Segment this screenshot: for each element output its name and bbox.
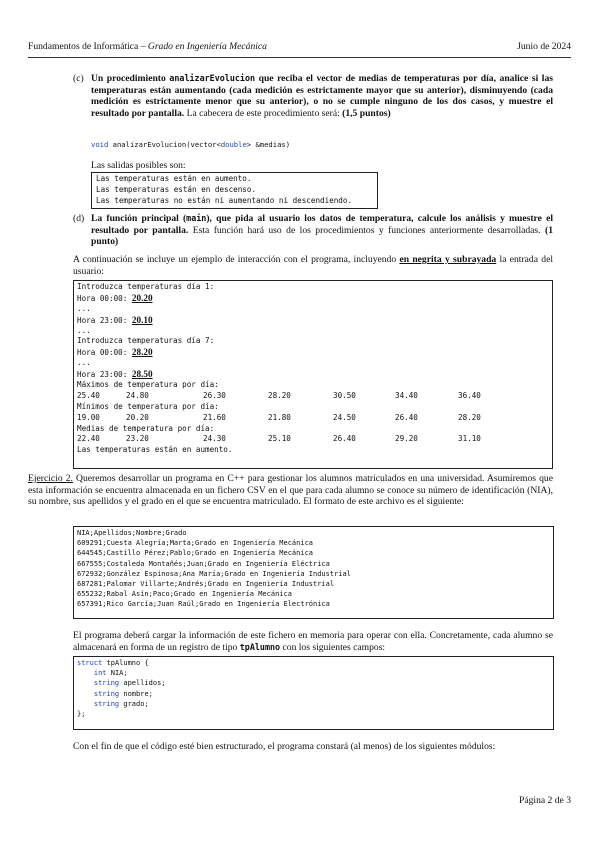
ejercicio-2-label: Ejercicio 2. [28,473,73,484]
csv-line: 687281;Palomar Villarte;Andrés;Grado en Ingeniería Industrial [77,579,335,588]
user-input: 20.20 [131,292,153,303]
max-values-row [77,391,552,402]
avg-value: 29.20 [395,434,418,444]
item-d-text: La función principal (main), que pida al usuario los datos de temperatura, calcule los análisis y muestre el resultado por pantalla. Esta función hará uso de los procedimientos y funciones anteriormente desarrolladas. (1 punto) [91,213,554,248]
console-line: Introduzca temperaturas día 1: [77,282,215,291]
csv-line: NIA;Apellidos;Nombre;Grado [77,529,187,537]
outputs-box [91,172,378,209]
page-header [28,41,571,55]
min-value: 21.60 [203,412,226,422]
procedure-signature: void analizarEvolucion(vector<double> &medias) [91,140,291,149]
csv-line: 609291;Cuesta Alegría;Marta;Grado en Ingeniería Mecánica [77,539,314,548]
console-line: ... [77,325,91,335]
load-paragraph: El programa deberá cargar la información de este fichero en memoria para operar con ella. Concretamente, cada alumno se almacenará en forma de un registro de tipo tpAlumno con los siguientes campos: [73,630,553,653]
item-c-text: Un procedimiento analizarEvolucion que reciba el vector de medias de temperaturas por día, analice si las temperaturas están aumentando (cada medición es estrictamente mayor que su anterior), disminuyendo (cada medición es estrictamente menor que su anterior), o no se cumple ninguno de los dos casos, y muestre el resultado por pantalla. La cabecera de este procedimiento será: (1,5 puntos) [91,73,553,119]
item-c-label: (c) [73,73,84,84]
item-c [73,73,553,135]
avg-value: 22.40 [77,434,100,444]
struct-close: }; [77,709,86,718]
ejercicio-2-text: Ejercicio 2. Queremos desarrollar un programa en C++ para gestionar los alumnos matriculados en una universidad. Asumiremos que esta información se encuentra almacenada en un fichero CSV en el que para cada alumno se conoce su número de identificación (NIA), su nombre, sus apellidos y el grado en el que se encuentra matriculado. El formato de este archivo es el siguiente: [28,473,553,508]
output-line: Las temperaturas no están ni aumentando ni descendiendo. [96,195,353,205]
header-rule [28,57,571,58]
user-input: 28.50 [131,369,153,380]
ejercicio-2 [28,473,553,508]
struct-field: string nombre; [93,689,153,698]
max-value: 25.40 [77,390,100,400]
csv-line: 644545;Castillo Pérez;Pablo;Grado en Ingeniería Mecánica [77,549,314,558]
avg-title: Medias de temperatura por día: [77,423,215,433]
output-line: Las temperaturas están en descenso. [96,184,257,194]
console-line: ... [77,303,91,313]
console-line: Hora 00:00: 20.20 [77,292,153,303]
max-value: 34.40 [395,390,418,400]
max-title: Máximos de temperatura por día: [77,380,219,390]
modules-paragraph: Con el fin de que el código esté bien estructurado, el programa constará (al menos) de los siguientes módulos: [73,741,496,752]
csv-line: 667555;Costaleda Montañés;Juan;Grado en Ingeniería Eléctrica [77,559,330,568]
avg-values-row [77,434,552,445]
min-value: 24.50 [333,412,356,422]
min-value: 19.00 [77,412,100,422]
console-result: Las temperaturas están en aumento. [77,445,233,455]
console-line: Hora 00:00: 28.20 [77,347,153,358]
avg-value: 26.40 [333,434,356,444]
csv-line: 672932;González Espinosa;Ana María;Grado en Ingeniería Industrial [77,569,351,578]
user-input: 28.20 [131,347,153,358]
avg-value: 24.30 [203,434,226,444]
max-value: 36.40 [458,390,481,400]
console-line: Hora 23:00: 20.10 [77,314,153,325]
console-line: ... [77,358,91,368]
item-d [73,213,553,249]
max-value: 30.50 [333,390,356,400]
page-number: Página 2 de 3 [519,795,571,806]
output-line: Las temperaturas están en aumento. [96,174,252,183]
min-values-row [77,413,552,424]
struct-field: int NIA; [93,669,128,678]
csv-box [73,526,554,619]
struct-head: struct tpAlumno { [77,659,149,667]
struct-field: string grado; [93,699,149,708]
csv-line: 655232;Rabal Asín;Paco;Grado en Ingeniería Mecánica [77,590,292,599]
min-value: 21.80 [268,412,291,422]
max-value: 26.30 [203,390,226,400]
console-line: Introduzca temperaturas día 7: [77,336,215,346]
avg-value: 23.20 [126,434,149,444]
max-value: 24.80 [126,390,149,400]
interaction-box [73,280,553,469]
interaction-intro: A continuación se incluye un ejemplo de interacción con el programa, incluyendo en negrita y subrayada la entrada del usuario: [73,254,553,277]
min-value: 26.40 [395,412,418,422]
avg-value: 25.10 [268,434,291,444]
console-line: Hora 23:00: 28.50 [77,369,153,380]
csv-line: 657391;Rico García;Juan Raúl;Grado en Ingeniería Electrónica [77,600,330,609]
min-title: Mínimos de temperatura por día: [77,401,219,411]
outputs-intro: Las salidas posibles son: [91,160,186,171]
struct-box [73,656,554,730]
min-value: 20.20 [126,412,149,422]
user-input: 20.10 [131,314,153,325]
max-value: 28.20 [268,390,291,400]
header-date: Junio de 2024 [517,41,571,52]
min-value: 28.20 [458,412,481,422]
header-course: Fundamentos de Informática – Grado en Ingeniería Mecánica [28,41,267,52]
item-d-label: (d) [73,213,85,224]
struct-field: string apellidos; [93,679,166,688]
avg-value: 31.10 [458,434,481,444]
